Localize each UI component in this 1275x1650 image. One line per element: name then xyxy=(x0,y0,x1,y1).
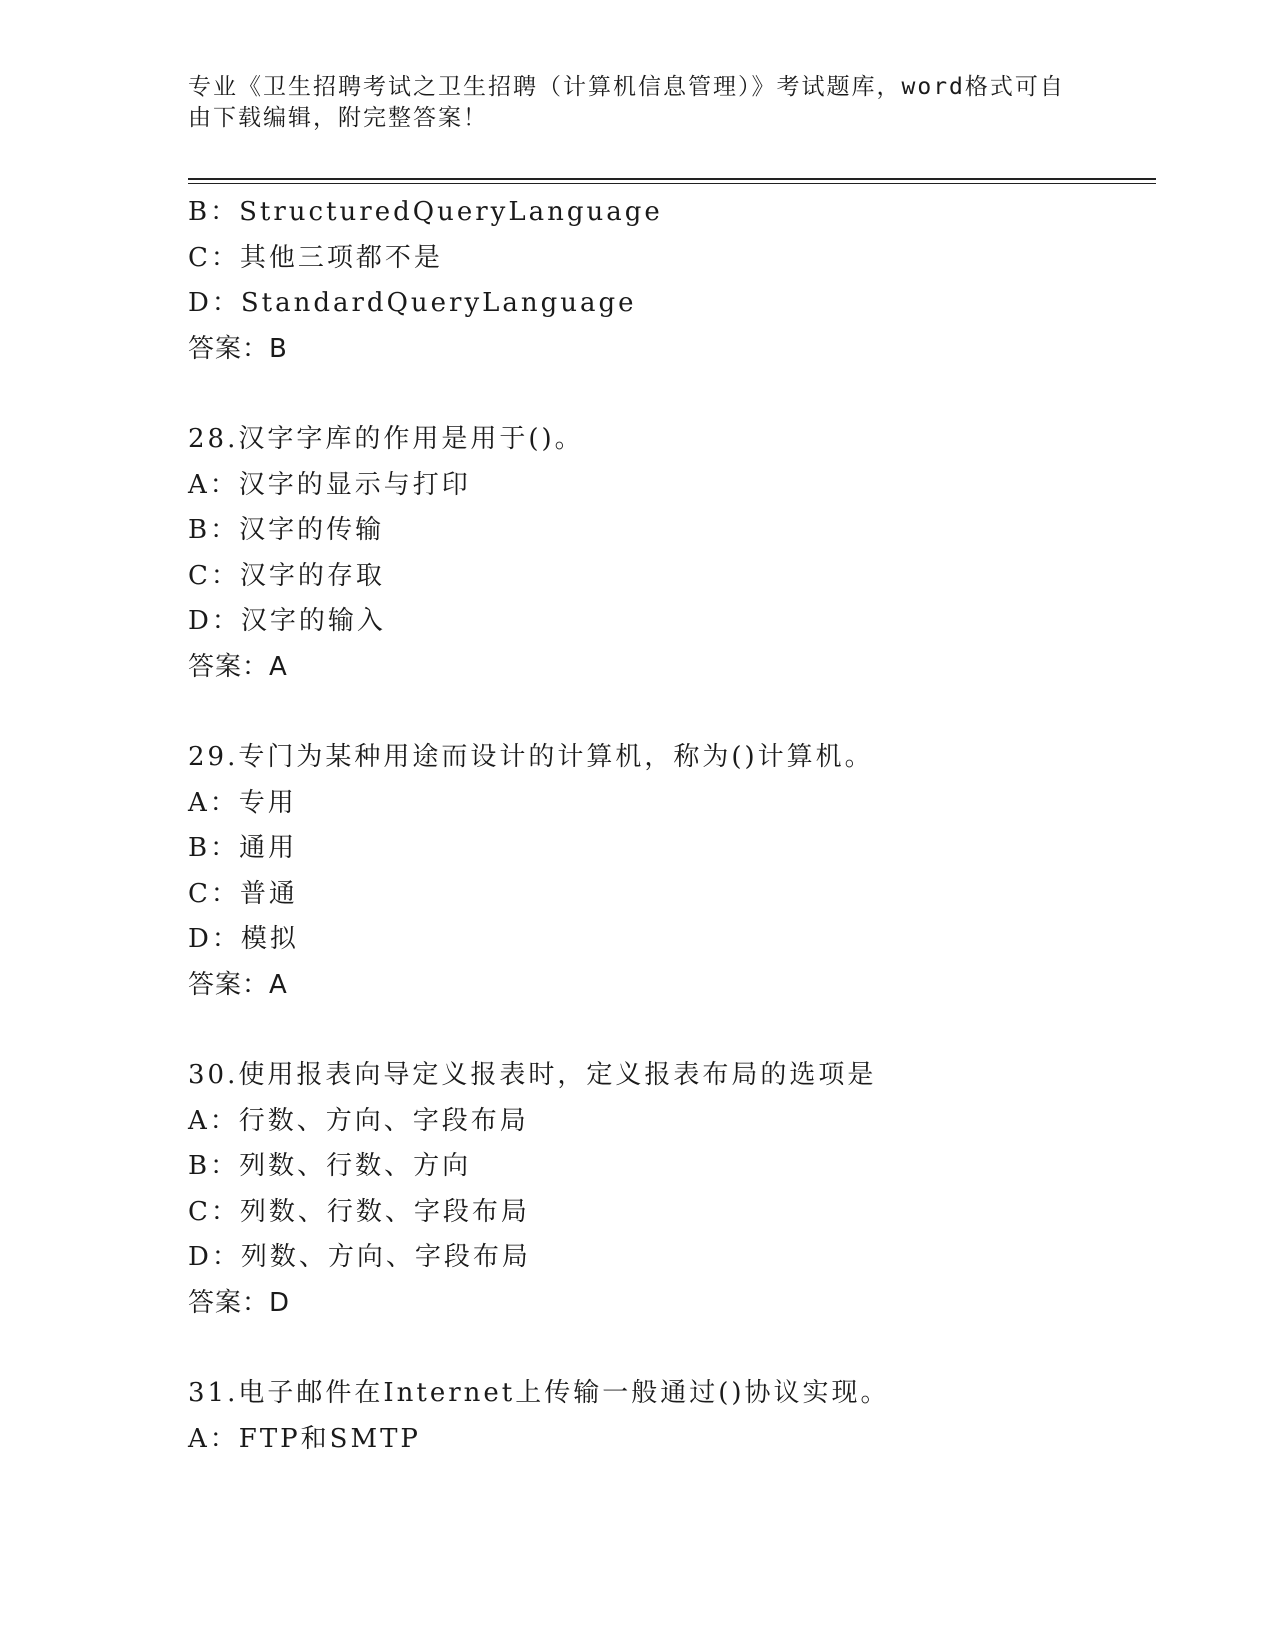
option-d: D：列数、方向、字段布局 xyxy=(188,1242,531,1272)
option-d: D：模拟 xyxy=(188,924,299,954)
option-c: C：其他三项都不是 xyxy=(188,242,443,273)
header-line-1: 专业《卫生招聘考试之卫生招聘（计算机信息管理）》考试题库，word格式可自 xyxy=(188,74,1065,100)
option-b: B：列数、行数、方向 xyxy=(188,1151,472,1181)
question-block-29 xyxy=(188,735,1148,1008)
option-d: D：汉字的输入 xyxy=(188,606,386,636)
question-block-27 xyxy=(188,190,1148,372)
question-block-30 xyxy=(188,1053,1148,1326)
option-c: C：列数、行数、字段布局 xyxy=(188,1196,530,1227)
answer-label: 答案：A xyxy=(188,651,288,682)
block-spacer xyxy=(188,372,1148,417)
question-block-28 xyxy=(188,417,1148,690)
block-spacer xyxy=(188,1008,1148,1053)
question-text: 29.专门为某种用途而设计的计算机，称为()计算机。 xyxy=(188,742,874,772)
question-text: 31.电子邮件在Internet上传输一般通过()协议实现。 xyxy=(188,1378,890,1408)
answer-label: 答案：A xyxy=(188,969,288,1000)
question-list xyxy=(188,190,1148,1462)
document-header xyxy=(188,72,1088,134)
block-spacer xyxy=(188,690,1148,735)
header-divider-thick xyxy=(188,178,1156,180)
option-a: A：行数、方向、字段布局 xyxy=(188,1105,529,1136)
option-c: C：汉字的存取 xyxy=(188,560,385,591)
header-line-2: 由下载编辑，附完整答案！ xyxy=(188,105,488,131)
question-text: 30.使用报表向导定义报表时，定义报表布局的选项是 xyxy=(188,1060,877,1090)
answer-label: 答案：B xyxy=(188,333,288,364)
answer-label: 答案：D xyxy=(188,1287,291,1318)
option-d: D：StandardQueryLanguage xyxy=(188,288,637,318)
option-a: A：汉字的显示与打印 xyxy=(188,469,471,500)
block-spacer xyxy=(188,1326,1148,1371)
option-a: A：FTP和SMTP xyxy=(188,1423,421,1454)
header-divider-thin xyxy=(188,183,1156,184)
question-text: 28.汉字字库的作用是用于()。 xyxy=(188,424,584,454)
option-b: B：通用 xyxy=(188,833,298,863)
question-block-31 xyxy=(188,1371,1148,1462)
option-c: C：普通 xyxy=(188,878,298,909)
option-b: B：StructuredQueryLanguage xyxy=(188,197,663,227)
option-a: A：专用 xyxy=(188,787,297,818)
option-b: B：汉字的传输 xyxy=(188,515,385,545)
